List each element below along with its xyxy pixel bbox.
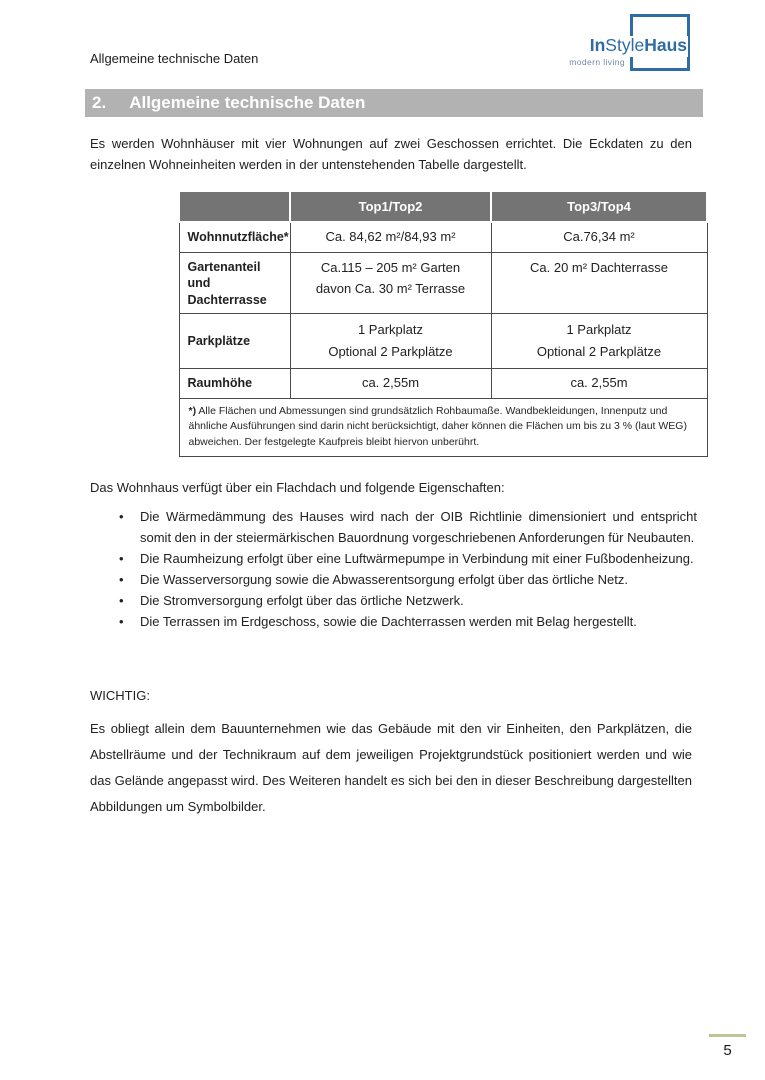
logo-wordmark [588,36,688,57]
features-intro: Das Wohnhaus verfügt über ein Flachdach und folgende Eigenschaften: [90,479,505,495]
section-title: Allgemeine technische Daten [129,93,366,112]
cell-top3-top4 [491,369,707,399]
cell-top1-top2 [290,369,491,399]
cell-line: Ca.115 – 205 m² Garten [320,259,461,275]
logo-tagline: modern living [569,57,625,67]
cell-line: ca. 2,55m [361,375,420,391]
section-number: 2. [92,93,107,112]
cell-line: davon Ca. 30 m² Terrasse [315,281,466,297]
section-heading [85,89,703,117]
cell-line: Ca.76,34 m² [563,228,635,244]
logo-part-in: In [589,35,606,55]
table-header-top1-top2: Top1/Top2 [290,191,491,222]
cell-top3-top4 [491,252,707,314]
list-item: • Die Wasserversorgung sowie die Abwasserentsorgung erfolgt über das örtliche Netz. [140,569,697,590]
row-label: Wohnnutzfläche* [179,222,290,252]
running-title: Allgemeine technische Daten [90,51,259,66]
wichtig-paragraph: Es obliegt allein dem Bauunternehmen wie das Gebäude mit den vir Einheiten, den Parkplätzen, die Abstellräume und der Technikraum auf dem jeweiligen Projektgrundstück positioniert werden und wie das Gelände angepasst wird. Des Weiteren handelt es sich bei den in dieser Beschreibung dargestellten Abbildungen um Symbolbilder. [90,721,692,815]
logo-part-style: Style [605,35,645,55]
page-number: 5 [723,1042,732,1059]
row-label: Parkplätze [179,314,290,369]
table-header-top3-top4: Top3/Top4 [491,191,707,222]
table-header-empty [179,191,290,222]
cell-top1-top2 [290,314,491,369]
intro-paragraph: Es werden Wohnhäuser mit vier Wohnungen auf zwei Geschossen errichtet. Die Eckdaten zu den einzelnen Wohneinheiten werden in der untenstehenden Tabelle dargestellt. [90,136,692,173]
table-row-raumhoehe [179,369,707,399]
table-footnote-row [179,399,707,457]
table-footnote [179,399,707,457]
wichtig-label: WICHTIG: [90,688,150,704]
table-header-row [179,191,707,222]
cell-top3-top4 [491,222,707,252]
list-item: • Die Terrassen im Erdgeschoss, sowie die Dachterrassen werden mit Belag hergestellt. [140,611,697,632]
list-item: • Die Raumheizung erfolgt über eine Luftwärmepumpe in Verbindung mit einer Fußbodenheizung. [140,548,697,569]
company-logo [563,14,690,74]
cell-line: Ca. 20 m² Dachterrasse [530,259,668,275]
table-row-parkplaetze [179,314,707,369]
cell-top1-top2 [290,222,491,252]
list-item: • Die Stromversorgung erfolgt über das örtliche Netzwerk. [140,590,697,611]
list-item: • Die Wärmedämmung des Hauses wird nach der OIB Richtlinie dimensioniert und entspricht somit den in der steiermärkischen Bauordnung vorgeschriebenen Anforderungen für Neubauten. [140,506,697,548]
footnote-text: Alle Flächen und Abmessungen sind grundsätzlich Rohbaumaße. Wandbekleidungen, Innenputz und ähnliche Ausführungen sind darin nicht berücksichtigt, daher können die Flächen um bis zu 3 % (laut WEG) abweichen. Der festgelegte Kaufpreis bleibt hiervon unberührt. [188,405,687,448]
page-content [85,89,703,820]
row-label: Gartenanteil und Dachterrasse [179,252,290,314]
cell-line: Ca. 84,62 m²/84,93 m² [325,228,456,244]
footer-rule [709,1034,746,1037]
features-list [85,506,703,632]
cell-line: 1 Parkplatz [357,321,424,337]
row-label: Raumhöhe [179,369,290,399]
cell-line: ca. 2,55m [570,375,628,391]
logo-part-haus: Haus [644,35,687,55]
table-row-gartenanteil [179,252,707,314]
cell-top1-top2 [290,252,491,314]
cell-line: Optional 2 Parkplätze [536,343,662,359]
unit-spec-table [178,190,708,457]
page-footer [709,1034,746,1059]
cell-line: 1 Parkplatz [566,321,632,337]
table-row-wohnnutzflaeche [179,222,707,252]
cell-top3-top4 [491,314,707,369]
cell-line: Optional 2 Parkplätze [328,343,453,359]
footnote-marker: *) [188,405,197,418]
